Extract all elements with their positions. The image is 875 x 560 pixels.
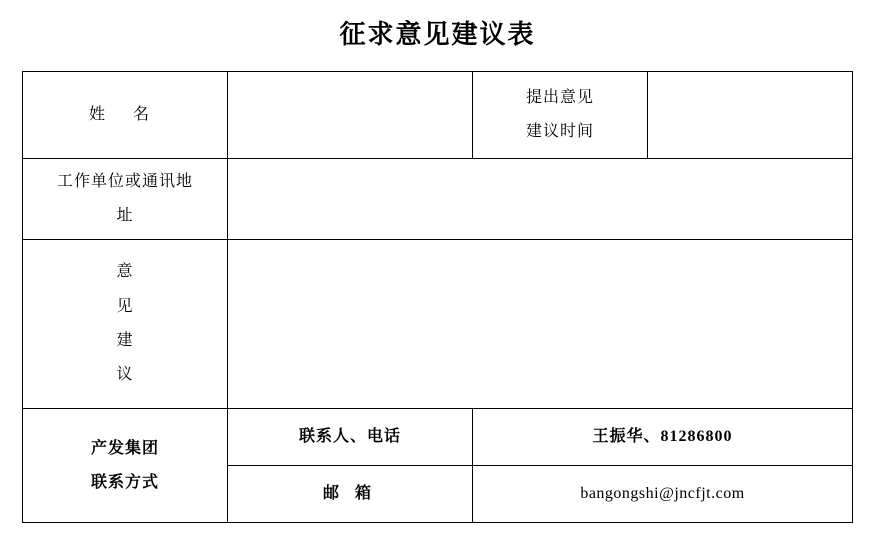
opinion-label-char-0: 意 bbox=[116, 263, 134, 281]
organization-label-line1: 产发集团 bbox=[90, 439, 159, 457]
opinion-label bbox=[23, 240, 228, 409]
work-address-label-line2: 址 bbox=[116, 207, 134, 224]
document-page bbox=[0, 14, 875, 560]
contact-person-label: 联系人、电话 bbox=[228, 409, 473, 466]
work-address-value-field[interactable] bbox=[228, 159, 853, 240]
contact-person-value: 王振华、81286800 bbox=[473, 409, 853, 466]
opinion-label-char-1: 见 bbox=[116, 297, 134, 315]
feedback-form-table bbox=[22, 71, 853, 523]
email-value: bangongshi@jncfjt.com bbox=[473, 466, 853, 523]
opinion-label-char-3: 议 bbox=[116, 366, 134, 384]
work-address-label bbox=[23, 159, 228, 240]
table-row bbox=[23, 240, 853, 409]
organization-contact-label bbox=[23, 409, 228, 523]
table-row bbox=[23, 72, 853, 159]
opinion-label-char-2: 建 bbox=[116, 332, 134, 349]
submit-time-label-line2: 建议时间 bbox=[525, 123, 594, 140]
work-address-label-line1: 工作单位或通讯地 bbox=[56, 173, 193, 191]
email-label: 邮 箱 bbox=[228, 466, 473, 523]
table-row bbox=[23, 159, 853, 240]
name-value-field[interactable] bbox=[228, 72, 473, 159]
submit-time-value-field[interactable] bbox=[648, 72, 853, 159]
organization-label-line2: 联系方式 bbox=[90, 473, 159, 491]
page-title: 征求意见建议表 bbox=[339, 20, 536, 49]
submit-time-label-line1: 提出意见 bbox=[525, 89, 594, 107]
name-label: 姓 名 bbox=[23, 72, 228, 159]
opinion-value-field[interactable] bbox=[228, 240, 853, 409]
table-row bbox=[23, 409, 853, 466]
submit-time-label bbox=[473, 72, 648, 159]
